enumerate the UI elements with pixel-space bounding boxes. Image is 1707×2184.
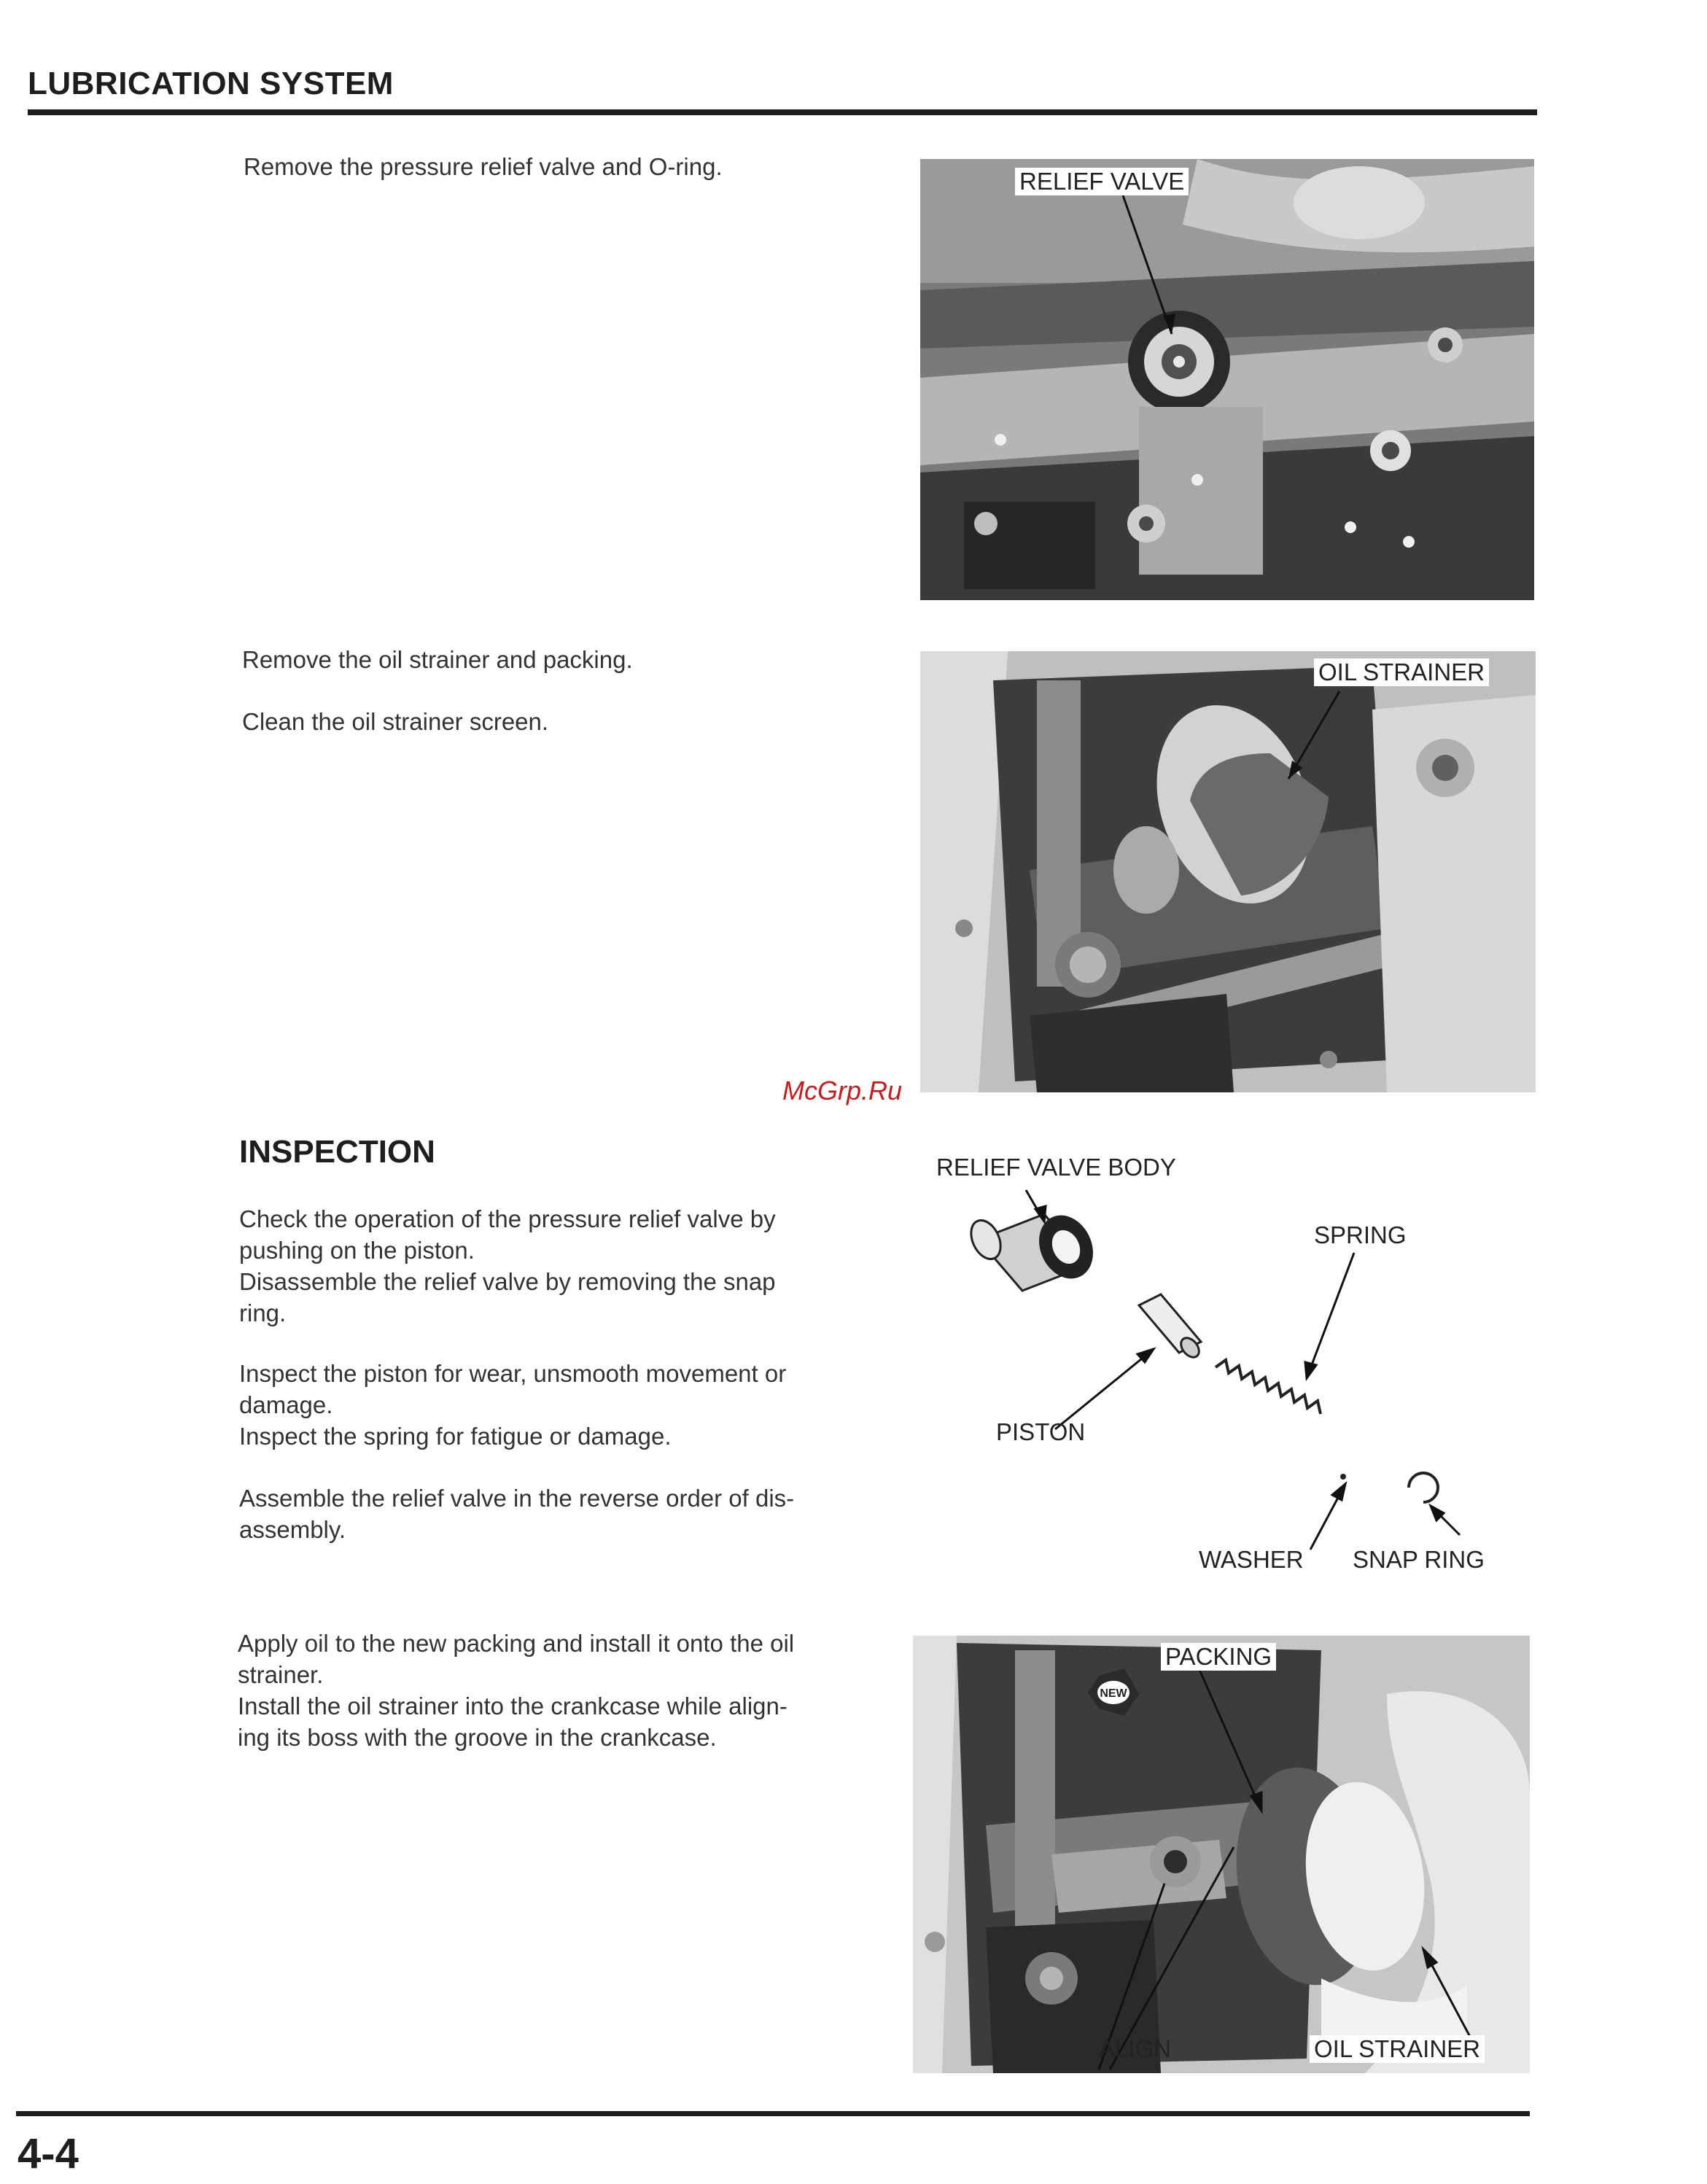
text-line: Remove the oil strainer and packing.	[242, 646, 633, 673]
snap-ring-label: SNAP RING	[1353, 1546, 1485, 1573]
text-line: ing its boss with the groove in the crankcase.	[238, 1724, 717, 1751]
text-line: Remove the pressure relief valve and O-ring.	[244, 153, 723, 180]
text-line: Inspect the piston for wear, unsmooth movement or	[239, 1360, 787, 1387]
oil-strainer-illustration	[920, 651, 1536, 1092]
inspection-para-assemble	[239, 1482, 882, 1545]
step-remove-relief-valve	[244, 151, 900, 182]
section-title: LUBRICATION SYSTEM	[28, 66, 394, 101]
relief-valve-label: RELIEF VALVE	[1015, 168, 1189, 195]
text-line: Inspect the spring for fatigue or damage.	[239, 1423, 672, 1450]
text-line: Check the operation of the pressure relief valve by	[239, 1205, 776, 1232]
inspection-para-check	[239, 1203, 882, 1329]
inspection-para-inspect	[239, 1358, 882, 1452]
washer-part	[1340, 1474, 1346, 1480]
text-line: strainer.	[238, 1661, 324, 1688]
header-rule	[28, 109, 1537, 115]
page-number: 4-4	[18, 2130, 79, 2177]
step-remove-strainer	[242, 644, 898, 675]
packing-label: PACKING	[1161, 1643, 1276, 1671]
text-line: damage.	[239, 1391, 333, 1418]
oil-strainer-install-label: OIL STRAINER	[1310, 2035, 1485, 2063]
snap-ring-part	[1409, 1473, 1438, 1502]
text-line: ring.	[239, 1299, 287, 1326]
install-strainer-illustration	[913, 1636, 1530, 2073]
text-line: Assemble the relief valve in the reverse order of dis-	[239, 1485, 795, 1512]
relief-valve-photo	[920, 159, 1534, 600]
inspection-heading: INSPECTION	[239, 1134, 435, 1170]
inspection-para-install	[238, 1628, 881, 1753]
footer-rule	[16, 2111, 1530, 2116]
oil-strainer-photo	[920, 651, 1536, 1092]
text-line: pushing on the piston.	[239, 1237, 475, 1264]
install-strainer-photo	[913, 1636, 1530, 2073]
oil-strainer-label: OIL STRAINER	[1314, 658, 1489, 686]
spring-label: SPRING	[1314, 1221, 1407, 1248]
relief-valve-body-part	[965, 1206, 1103, 1291]
piston-label: PISTON	[996, 1418, 1086, 1445]
text-line: assembly.	[239, 1516, 346, 1543]
washer-label: WASHER	[1199, 1546, 1304, 1573]
new-mark-text: NEW	[1100, 1687, 1127, 1700]
relief-valve-exploded-diagram	[920, 1145, 1540, 1582]
text-line: Apply oil to the new packing and install it onto the oil	[238, 1630, 795, 1657]
exploded-diagram-drawing	[920, 1145, 1540, 1582]
text-line: Install the oil strainer into the crankcase while align-	[238, 1693, 788, 1719]
relief-valve-illustration	[920, 159, 1534, 600]
align-label: ALIGN	[1099, 2035, 1172, 2062]
text-line: Disassemble the relief valve by removing the snap	[239, 1268, 776, 1295]
step-clean-strainer	[242, 706, 898, 737]
text-line: Clean the oil strainer screen.	[242, 708, 549, 735]
watermark: McGrp.Ru	[782, 1076, 903, 1105]
relief-valve-body-label: RELIEF VALVE BODY	[936, 1154, 1176, 1181]
